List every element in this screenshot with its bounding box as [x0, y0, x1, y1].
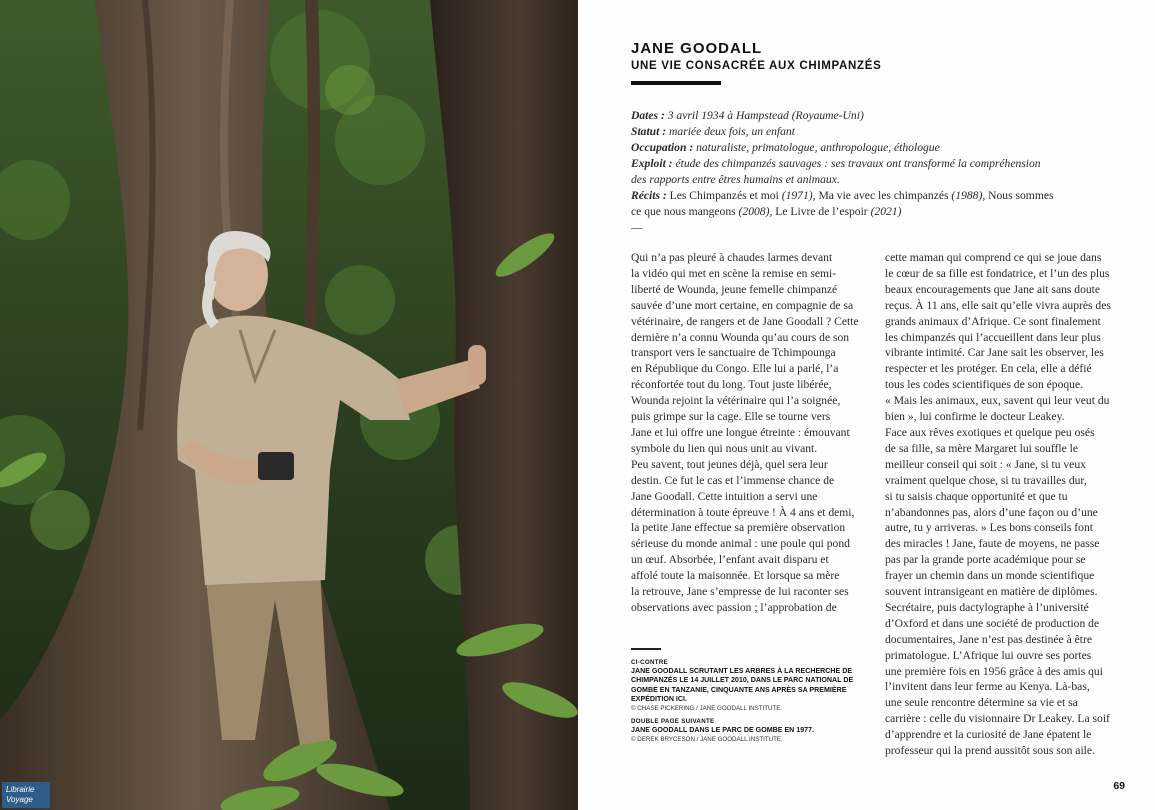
body-column-right: [885, 250, 1125, 759]
recits-title-3a: Nous sommes: [988, 189, 1054, 202]
caption-credit-1: © CHASE PICKERING / JANE GOODALL INSTITUTE.: [631, 705, 783, 713]
fact-statut-value: mariée deux fois, un enfant: [669, 125, 795, 138]
body-text-line: d’apprendre et la curiosité de Jane épatent le: [885, 728, 1092, 742]
body-text-line: cette maman qui comprend ce qui se joue dans: [885, 251, 1102, 264]
photo-caption: [631, 648, 871, 749]
body-text-line: tous les codes scientifiques de son époque.: [885, 378, 1084, 392]
body-text-line: reçus. À 11 ans, elle sait qu’elle vivra auprès des: [885, 298, 1111, 312]
body-text-line: observations avec passion ; l’approbation de: [631, 600, 837, 614]
body-text-line: réconfortée tout du long. Tout juste libérée,: [631, 378, 832, 392]
caption-label-ci-contre: CI-CONTRE: [631, 659, 669, 666]
body-text-line: les chimpanzés qui l’accueillent dans leur plus: [885, 330, 1101, 344]
body-text-line: détermination à toute épreuve ! À 4 ans et demi,: [631, 505, 855, 519]
recits-title-2: Ma vie avec les chimpanzés: [818, 189, 949, 202]
body-text-line: documentaires, Jane n’est pas destinée à être: [885, 632, 1092, 646]
body-text-line: frayer un chemin dans un monde scientifique: [885, 569, 1095, 583]
body-text-line: Jane et lui offre une longue étreinte : émouvant: [631, 425, 850, 439]
facts-block: [631, 108, 1081, 236]
body-text-line: carrière : celle du visionnaire Dr Leakey. La soif: [885, 712, 1110, 726]
watermark-logo: [2, 782, 50, 808]
page-number: 69: [1113, 780, 1125, 792]
body-text-line: autre, tu y arriveras. » Les bons conseils font: [885, 521, 1093, 535]
fact-recits: [631, 188, 1081, 204]
body-text-line: des miracles ! Jane, faute de moyens, ne passe: [885, 537, 1100, 551]
fact-exploit-cont: des rapports entre êtres humains et animaux.: [631, 173, 840, 186]
body-text-line: puis grimpe sur la cage. Elle se tourne vers: [631, 410, 831, 424]
body-text-line: destin. Ce fut le cas et l’immense chance de: [631, 473, 835, 487]
body-text-line: professeur qui la prend aussitôt sous son aile.: [885, 744, 1095, 758]
body-text-line: liberté de Wounda, jeune femelle chimpanzé: [631, 282, 838, 296]
fact-occupation-label: Occupation :: [631, 141, 694, 154]
fact-dates-value: 3 avril 1934 à Hampstead (Royaume-Uni): [667, 109, 864, 122]
body-text-line: la petite Jane effectue sa première observation: [631, 521, 846, 535]
body-text-line: d’Oxford et dans une société de production de: [885, 616, 1100, 630]
fact-statut-label: Statut :: [631, 125, 667, 138]
fact-occupation: [631, 140, 1081, 156]
body-text-line: vraiment quelque chose, si tu travailles dur,: [885, 473, 1087, 487]
watermark-line2: Voyage: [6, 795, 33, 804]
recits-year-2: (1988),: [951, 189, 986, 202]
fact-statut: [631, 124, 1081, 140]
body-text-line: meilleur conseil qui soit : « Jane, si tu veux: [885, 457, 1086, 471]
recits-title-1: Les Chimpanzés et moi: [669, 189, 779, 202]
body-text-line: un œuf. Absorbée, l’enfant avait disparu et: [631, 553, 829, 567]
text-page: [578, 0, 1155, 810]
fact-dates-label: Dates :: [631, 109, 665, 122]
fact-exploit-label: Exploit :: [631, 157, 673, 170]
body-text-line: Wounda rejoint la vétérinaire qui l’a soignée,: [631, 394, 841, 408]
body-text-line: vibrante intimité. Car Jane sait les observer, les: [885, 346, 1104, 360]
caption-text-2: JANE GOODALL DANS LE PARC DE GOMBE EN 1977.: [631, 726, 815, 735]
body-text-line: primatologue. L’Afrique lui ouvre ses portes: [885, 648, 1092, 662]
fact-exploit-value-1: étude des chimpanzés sauvages : ses travaux ont transformé la compréhension: [675, 157, 1041, 170]
caption-credit-2: © DEREK BRYCESON / JANE GOODALL INSTITUTE.: [631, 736, 783, 744]
recits-year-4: (2021): [870, 205, 902, 218]
body-text-line: vétérinaire, de rangers et de Jane Goodall ? Cette: [631, 314, 859, 328]
body-text-line: Peu savent, tout jeunes déjà, quel sera leur: [631, 457, 828, 471]
body-text-line: dernière n’a connu Wounda qu’au cours de son: [631, 330, 850, 344]
body-column-left: [631, 250, 871, 616]
fact-recits-cont: [631, 204, 1081, 220]
fact-recits-label: Récits :: [631, 189, 667, 202]
recits-title-3b: ce que nous mangeons: [631, 205, 736, 218]
body-text-line: la retrouve, Jane s’empresse de lui raconter ses: [631, 585, 849, 599]
body-text-line: Qui n’a pas pleuré à chaudes larmes devant: [631, 251, 833, 264]
body-text-line: Face aux rêves exotiques et quelque peu osés: [885, 425, 1095, 439]
body-text-line: la vidéo qui met en scène la remise en semi-: [631, 266, 837, 280]
body-text-line: une seule rencontre détermine sa vie et sa: [885, 696, 1078, 710]
recits-year-3: (2008),: [738, 205, 773, 218]
fact-exploit: [631, 156, 1081, 172]
body-text-line: « Mais les animaux, eux, savent qui leur veut du: [885, 394, 1110, 408]
body-text-line: transport vers le sanctuaire de Tchimpounga: [631, 346, 836, 360]
body-text-line: de sa fille, sa mère Margaret lui souffle le: [885, 441, 1079, 455]
page-subtitle: UNE VIE CONSACRÉE AUX CHIMPANZÉS: [631, 60, 882, 72]
body-text-line: une première fois en 1956 grâce à des amis qui: [885, 664, 1103, 678]
body-text-line: affolé toute la maisonnée. Et lorsque sa mère: [631, 569, 840, 583]
body-text-line: l’invitent dans leur ferme au Kenya. Là-bas,: [885, 680, 1090, 694]
body-text-line: en République du Congo. Elle lui a parlé, l’a: [631, 362, 839, 376]
body-text-line: pas par la grande porte académique pour se: [885, 553, 1086, 567]
body-text-line: n’abandonnes pas, alors d’une façon ou d’une: [885, 505, 1098, 519]
body-text-line: symbole du lien qui nous unit au vivant.: [631, 441, 818, 455]
body-text-line: Secrétaire, puis dactylographe à l’université: [885, 600, 1089, 614]
body-text-line: sérieuse du monde animal : une poule qui pond: [631, 537, 850, 551]
fact-occupation-value: naturaliste, primatologue, anthropologue, éthologue: [696, 141, 940, 154]
body-text-line: bien », lui confirme le docteur Leakey.: [885, 410, 1065, 424]
caption-text-1: JANE GOODALL SCRUTANT LES ARBRES À LA RECHERCHE DE CHIMPANZÉS LE 14 JUILLET 2010, DANS LE PARC NATIONAL DE GOMBE EN TANZANIE, CINQUANTE ANS APRÈS SA PREMIÈRE EXPÉDITION ICI.: [631, 667, 854, 703]
caption-rule: [631, 648, 661, 650]
body-text-line: respecter et les protéger. En cela, elle a défié: [885, 362, 1092, 376]
body-text-line: Jane Goodall. Cette intuition a servi une: [631, 489, 818, 503]
body-text-line: souvent intransigeant en matière de diplômes.: [885, 585, 1098, 599]
title-rule: [631, 81, 721, 85]
recits-title-4: Le Livre de l’espoir: [775, 205, 868, 218]
body-text-line: si tu saisis chaque opportunité et que tu: [885, 489, 1068, 503]
body-text-line: sauvée d’une mort certaine, en compagnie de sa: [631, 298, 854, 312]
body-text-line: le cœur de sa fille est fondatrice, et l’un des plus: [885, 266, 1110, 280]
caption-label-double-page: DOUBLE PAGE SUIVANTE: [631, 718, 715, 726]
fact-dates: [631, 108, 1081, 124]
body-text-line: grands animaux d’Afrique. Ce sont finalement: [885, 314, 1101, 328]
body-text-line: beaux encouragements que Jane ait sans doute: [885, 282, 1101, 296]
recits-year-1: (1971),: [781, 189, 816, 202]
page-title: JANE GOODALL: [631, 40, 763, 57]
watermark-line1: Librairie: [6, 785, 35, 794]
facts-dash: —: [631, 221, 643, 234]
